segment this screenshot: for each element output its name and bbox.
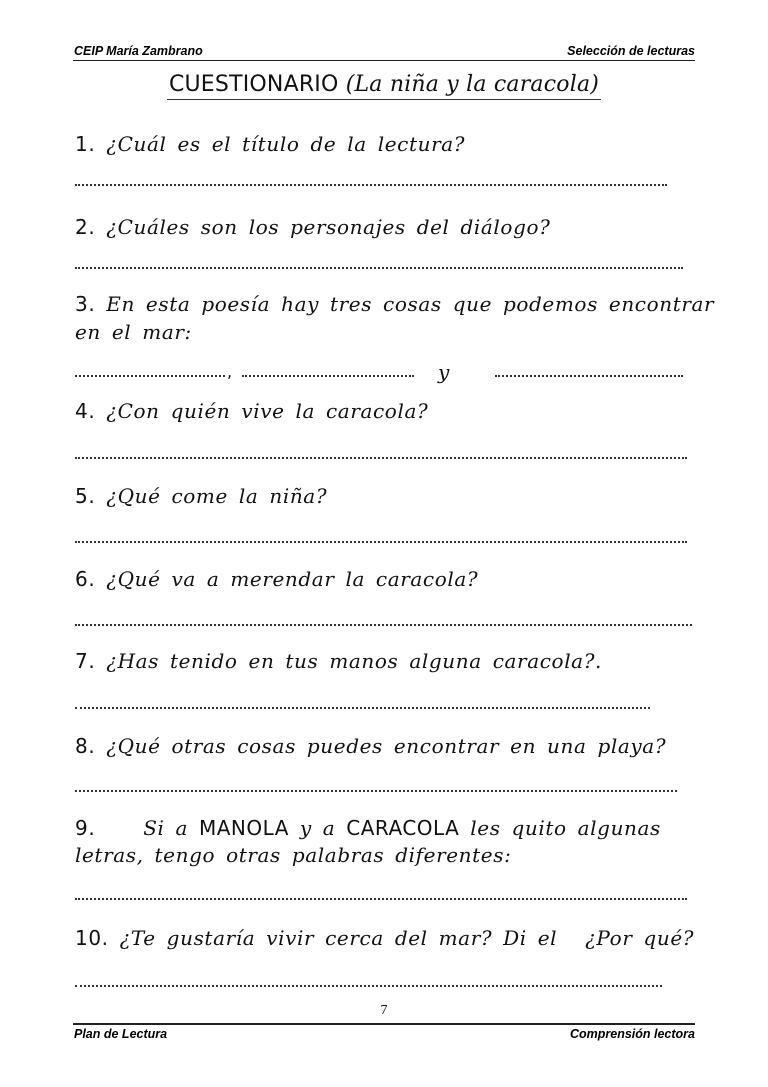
page-number: 7 [380, 1003, 388, 1018]
question-6: 6. ¿Qué va a merendar la caracola? [75, 567, 479, 591]
answer-line-3b[interactable] [242, 375, 414, 377]
question-1: 1. ¿Cuál es el título de la lectura? [75, 132, 466, 156]
question-5: 5. ¿Qué come la niña? [75, 484, 328, 508]
question-3: 3. En esta poesía hay tres cosas que podemos encontrar [75, 292, 715, 316]
question-2-text: ¿Cuáles son los personajes del diálogo? [106, 215, 551, 239]
answer-line-4[interactable] [75, 457, 687, 459]
header-divider [73, 60, 695, 61]
question-8-text: ¿Qué otras cosas puedes encontrar en una playa? [106, 734, 667, 758]
title-prefix: CUESTIONARIO [168, 72, 339, 97]
header-school-name: CEIP María Zambrano [74, 44, 203, 58]
answer-line-8[interactable] [75, 790, 677, 792]
connector-y: y [438, 360, 450, 384]
header-section-name: Selección de lecturas [567, 44, 695, 58]
title-subtitle: (La niña y la caracola) [345, 72, 600, 97]
comma-separator: , [227, 362, 233, 381]
footer-divider [73, 1023, 695, 1025]
question-10: 10. ¿Te gustaría vivir cerca del mar? Di el ¿Por qué? [75, 926, 695, 950]
answer-line-9[interactable] [75, 898, 687, 900]
question-3-text: En esta poesía hay tres cosas que podemos encontrar [106, 292, 715, 316]
answer-line-3a[interactable] [75, 375, 225, 377]
question-5-text: ¿Qué come la niña? [106, 484, 328, 508]
question-3-line2: en el mar: [75, 320, 192, 344]
word-manola: MANOLA [198, 816, 289, 840]
question-10-text: ¿Te gustaría vivir cerca del mar? Di el [119, 926, 558, 950]
answer-line-3c[interactable] [495, 375, 683, 377]
question-7-text: ¿Has tenido en tus manos alguna caracola?. [106, 649, 602, 673]
answer-line-5[interactable] [75, 541, 687, 543]
answer-line-6[interactable] [75, 624, 692, 626]
question-6-text: ¿Qué va a merendar la caracola? [106, 567, 479, 591]
footer-plan-name: Plan de Lectura [74, 1027, 168, 1041]
word-caracola: CARACOLA [346, 816, 460, 840]
question-7: 7. ¿Has tenido en tus manos alguna caracola?. [75, 649, 602, 673]
question-1-text: ¿Cuál es el título de la lectura? [106, 132, 466, 156]
question-4-text: ¿Con quién vive la caracola? [106, 399, 429, 423]
answer-line-2[interactable] [75, 267, 683, 269]
page-title [0, 72, 768, 100]
footer-subject-name: Comprensión lectora [569, 1027, 695, 1041]
question-8: 8. ¿Qué otras cosas puedes encontrar en una playa? [75, 734, 667, 758]
question-2: 2. ¿Cuáles son los personajes del diálogo? [75, 215, 551, 239]
answer-line-1[interactable] [75, 184, 667, 186]
question-10-why: ¿Por qué? [585, 926, 695, 950]
question-4: 4. ¿Con quién vive la caracola? [75, 399, 429, 423]
question-9: 9. Si a MANOLA y a CARACOLA les quito algunas [75, 816, 661, 840]
answer-line-7[interactable] [75, 707, 650, 709]
question-9-line2: letras, tengo otras palabras diferentes: [75, 843, 512, 867]
answer-line-10[interactable] [75, 985, 662, 987]
